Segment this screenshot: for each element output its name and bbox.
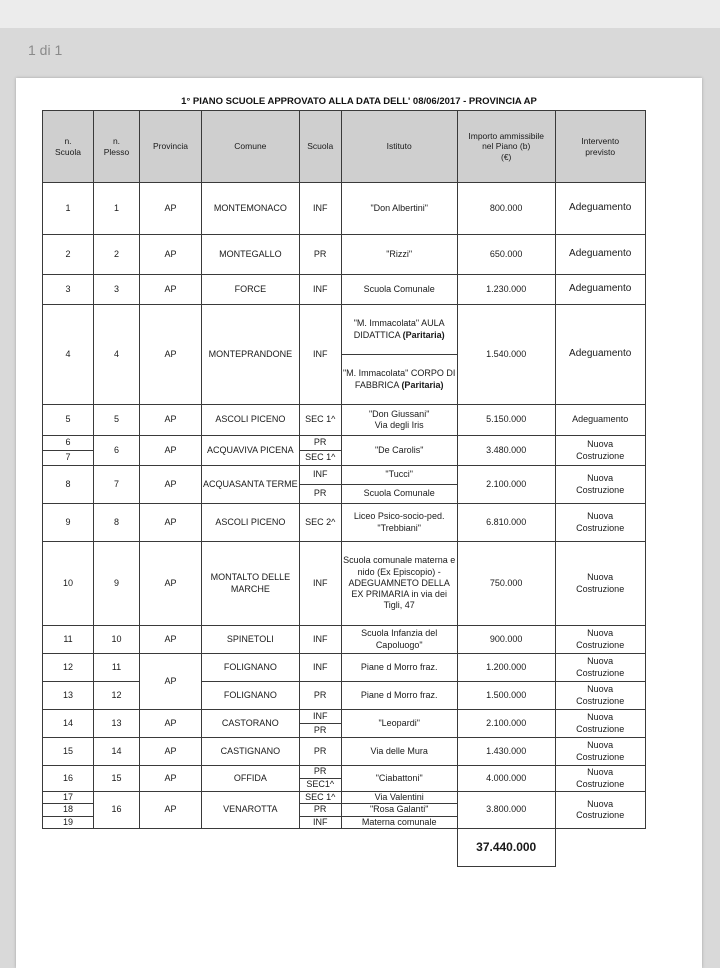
table-cell: Nuova Costruzione	[555, 504, 645, 542]
table-cell: 1.430.000	[457, 738, 555, 766]
table-cell: Via Valentini	[341, 792, 457, 804]
table-cell: Nuova Costruzione	[555, 654, 645, 682]
table-cell: AP	[140, 738, 202, 766]
table-cell: 8	[43, 466, 94, 504]
table-cell: 8	[94, 504, 140, 542]
document-title: 1° PIANO SCUOLE APPROVATO ALLA DATA DELL' 08/06/2017 - PROVINCIA AP	[181, 96, 537, 107]
header-intervento: Intervento previsto	[555, 111, 645, 183]
table-cell: 4	[94, 305, 140, 405]
table-cell: Adeguamento	[555, 183, 645, 235]
table-cell: 17	[43, 792, 94, 804]
table-cell: 1.540.000	[457, 305, 555, 405]
table-cell: INF	[299, 626, 341, 654]
table-cell: 18	[43, 804, 94, 816]
table-row	[43, 654, 646, 682]
table-cell: 14	[43, 710, 94, 738]
table-cell: AP	[140, 710, 202, 738]
table-cell: 6.810.000	[457, 504, 555, 542]
table-cell: Scuola Comunale	[341, 485, 457, 504]
table-cell: 7	[94, 466, 140, 504]
schools-table	[42, 110, 646, 867]
table-cell: SEC 1^	[299, 405, 341, 436]
header-n-scuola: n. Scuola	[43, 111, 94, 183]
total-row	[43, 828, 646, 866]
table-cell: Adeguamento	[555, 405, 645, 436]
table-cell: MONTALTO DELLE MARCHE	[202, 542, 300, 626]
table-row	[43, 792, 646, 804]
table-cell: 650.000	[457, 235, 555, 275]
table-cell: MONTEMONACO	[202, 183, 300, 235]
table-cell: 3	[43, 275, 94, 305]
table-cell: 9	[94, 542, 140, 626]
table-cell: INF	[299, 466, 341, 485]
table-cell: Adeguamento	[555, 275, 645, 305]
table-cell: 15	[94, 766, 140, 792]
table-cell: VENAROTTA	[202, 792, 300, 829]
table-cell: PR	[299, 235, 341, 275]
table-cell: 12	[94, 682, 140, 710]
table-row	[43, 682, 646, 710]
table-cell: FORCE	[202, 275, 300, 305]
istituto-cell: "M. Immacolata" AULA DIDATTICA (Paritaria)	[341, 305, 457, 355]
table-cell: 1.500.000	[457, 682, 555, 710]
table-cell: ACQUAVIVA PICENA	[202, 436, 300, 466]
table-cell: 12	[43, 654, 94, 682]
table-cell: Adeguamento	[555, 235, 645, 275]
table-cell: Nuova Costruzione	[555, 542, 645, 626]
table-cell: 1.230.000	[457, 275, 555, 305]
table-cell: "Don Giussani" Via degli Iris	[341, 405, 457, 436]
table-cell: PR	[299, 436, 341, 451]
table-cell: INF	[299, 275, 341, 305]
table-cell: 16	[94, 792, 140, 829]
table-cell: 5	[43, 405, 94, 436]
table-cell: AP	[140, 626, 202, 654]
table-cell: 6	[43, 436, 94, 451]
table-cell	[555, 828, 645, 866]
table-cell: Nuova Costruzione	[555, 682, 645, 710]
table-cell: AP	[140, 436, 202, 466]
table-cell: 800.000	[457, 183, 555, 235]
table-cell: Nuova Costruzione	[555, 766, 645, 792]
table-cell: PR	[299, 724, 341, 738]
table-cell: PR	[299, 682, 341, 710]
table-cell: INF	[299, 710, 341, 724]
table-cell: CASTORANO	[202, 710, 300, 738]
table-cell: 5.150.000	[457, 405, 555, 436]
table-cell: Nuova Costruzione	[555, 738, 645, 766]
table-cell: CASTIGNANO	[202, 738, 300, 766]
header-istituto: Istituto	[341, 111, 457, 183]
document-page	[16, 78, 702, 968]
table-cell: AP	[140, 504, 202, 542]
table-cell: SEC1^	[299, 779, 341, 792]
table-cell: Scuola Infanzia del Capoluogo"	[341, 626, 457, 654]
table-cell: 3.480.000	[457, 436, 555, 466]
table-cell: SEC 1^	[299, 792, 341, 804]
table-cell: Piane d Morro fraz.	[341, 654, 457, 682]
table-cell: FOLIGNANO	[202, 654, 300, 682]
table-row	[43, 542, 646, 626]
table-cell: Liceo Psico-socio-ped. "Trebbiani"	[341, 504, 457, 542]
table-cell: "Rizzi"	[341, 235, 457, 275]
table-cell: 2.100.000	[457, 466, 555, 504]
table-cell: 6	[94, 436, 140, 466]
table-cell: Nuova Costruzione	[555, 792, 645, 829]
table-cell: Via delle Mura	[341, 738, 457, 766]
table-cell: INF	[299, 542, 341, 626]
table-cell: PR	[299, 738, 341, 766]
table-cell: Nuova Costruzione	[555, 436, 645, 466]
table-cell: 2	[94, 235, 140, 275]
page-counter: 1 di 1	[28, 42, 63, 58]
table-cell: AP	[140, 654, 202, 710]
table-cell: 1.200.000	[457, 654, 555, 682]
table-cell: OFFIDA	[202, 766, 300, 792]
table-cell: MONTEPRANDONE	[202, 305, 300, 405]
table-cell: Nuova Costruzione	[555, 466, 645, 504]
table-row	[43, 405, 646, 436]
table-cell: 13	[43, 682, 94, 710]
table-cell: AP	[140, 766, 202, 792]
table-cell: 7	[43, 451, 94, 466]
table-cell: Scuola Comunale	[341, 275, 457, 305]
table-cell: 2	[43, 235, 94, 275]
table-cell: AP	[140, 792, 202, 829]
table-cell: PR	[299, 804, 341, 816]
table-cell	[43, 828, 458, 866]
table-cell: Piane d Morro fraz.	[341, 682, 457, 710]
table-cell: AP	[140, 542, 202, 626]
table-cell: 13	[94, 710, 140, 738]
table-cell: 16	[43, 766, 94, 792]
table-cell: Nuova Costruzione	[555, 710, 645, 738]
table-cell: 750.000	[457, 542, 555, 626]
table-cell: 1	[94, 183, 140, 235]
total-amount: 37.440.000	[457, 828, 555, 866]
table-cell: 900.000	[457, 626, 555, 654]
table-cell: 14	[94, 738, 140, 766]
table-cell: AP	[140, 466, 202, 504]
table-cell: 3	[94, 275, 140, 305]
table-cell: 4	[43, 305, 94, 405]
table-cell: Materna comunale	[341, 816, 457, 828]
table-row	[43, 710, 646, 724]
table-row	[43, 235, 646, 275]
table-row	[43, 626, 646, 654]
table-cell: AP	[140, 405, 202, 436]
table-cell: AP	[140, 183, 202, 235]
table-cell: AP	[140, 305, 202, 405]
table-cell: "Tucci"	[341, 466, 457, 485]
table-cell: ASCOLI PICENO	[202, 504, 300, 542]
table-cell: MONTEGALLO	[202, 235, 300, 275]
table-cell: SEC 1^	[299, 451, 341, 466]
table-row	[43, 305, 646, 355]
table-cell: PR	[299, 766, 341, 779]
table-cell: Nuova Costruzione	[555, 626, 645, 654]
table-cell: INF	[299, 816, 341, 828]
table-cell: FOLIGNANO	[202, 682, 300, 710]
table-cell: PR	[299, 485, 341, 504]
istituto-cell: "M. Immacolata" CORPO DI FABBRICA (Paritaria)	[341, 355, 457, 405]
header-scuola: Scuola	[299, 111, 341, 183]
table-cell: 10	[94, 626, 140, 654]
header-provincia: Provincia	[140, 111, 202, 183]
table-cell: "Don Albertini"	[341, 183, 457, 235]
header-n-plesso: n. Plesso	[94, 111, 140, 183]
table-cell: Scuola comunale materna e nido (Ex Episcopio) - ADEGUAMNETO DELLA EX PRIMARIA in via dei Tigli, 47	[341, 542, 457, 626]
table-cell: SEC 2^	[299, 504, 341, 542]
table-row	[43, 436, 646, 451]
table-row	[43, 466, 646, 485]
header-importo: Importo ammissibile nel Piano (b) (€)	[457, 111, 555, 183]
table-cell: 11	[43, 626, 94, 654]
table-cell: 3.800.000	[457, 792, 555, 829]
table-cell: SPINETOLI	[202, 626, 300, 654]
table-cell: ASCOLI PICENO	[202, 405, 300, 436]
header-comune: Comune	[202, 111, 300, 183]
table-cell: INF	[299, 305, 341, 405]
table-row	[43, 275, 646, 305]
table-cell: 19	[43, 816, 94, 828]
table-cell: INF	[299, 654, 341, 682]
table-cell: "Leopardi"	[341, 710, 457, 738]
table-cell: 2.100.000	[457, 710, 555, 738]
table-row	[43, 766, 646, 779]
table-cell: "De Carolis"	[341, 436, 457, 466]
table-cell: INF	[299, 183, 341, 235]
table-row	[43, 183, 646, 235]
table-cell: Adeguamento	[555, 305, 645, 405]
table-cell: 11	[94, 654, 140, 682]
table-cell: 1	[43, 183, 94, 235]
table-cell: 15	[43, 738, 94, 766]
viewer-toolbar	[0, 0, 720, 28]
table-cell: "Rosa Galanti"	[341, 804, 457, 816]
table-cell: ACQUASANTA TERME	[202, 466, 300, 504]
table-header-row	[43, 111, 646, 183]
table-cell: "Ciabattoni"	[341, 766, 457, 792]
table-cell: 4.000.000	[457, 766, 555, 792]
table-cell: AP	[140, 275, 202, 305]
table-cell: 5	[94, 405, 140, 436]
table-cell: 10	[43, 542, 94, 626]
table-cell: AP	[140, 235, 202, 275]
table-row	[43, 504, 646, 542]
table-row	[43, 738, 646, 766]
table-cell: 9	[43, 504, 94, 542]
